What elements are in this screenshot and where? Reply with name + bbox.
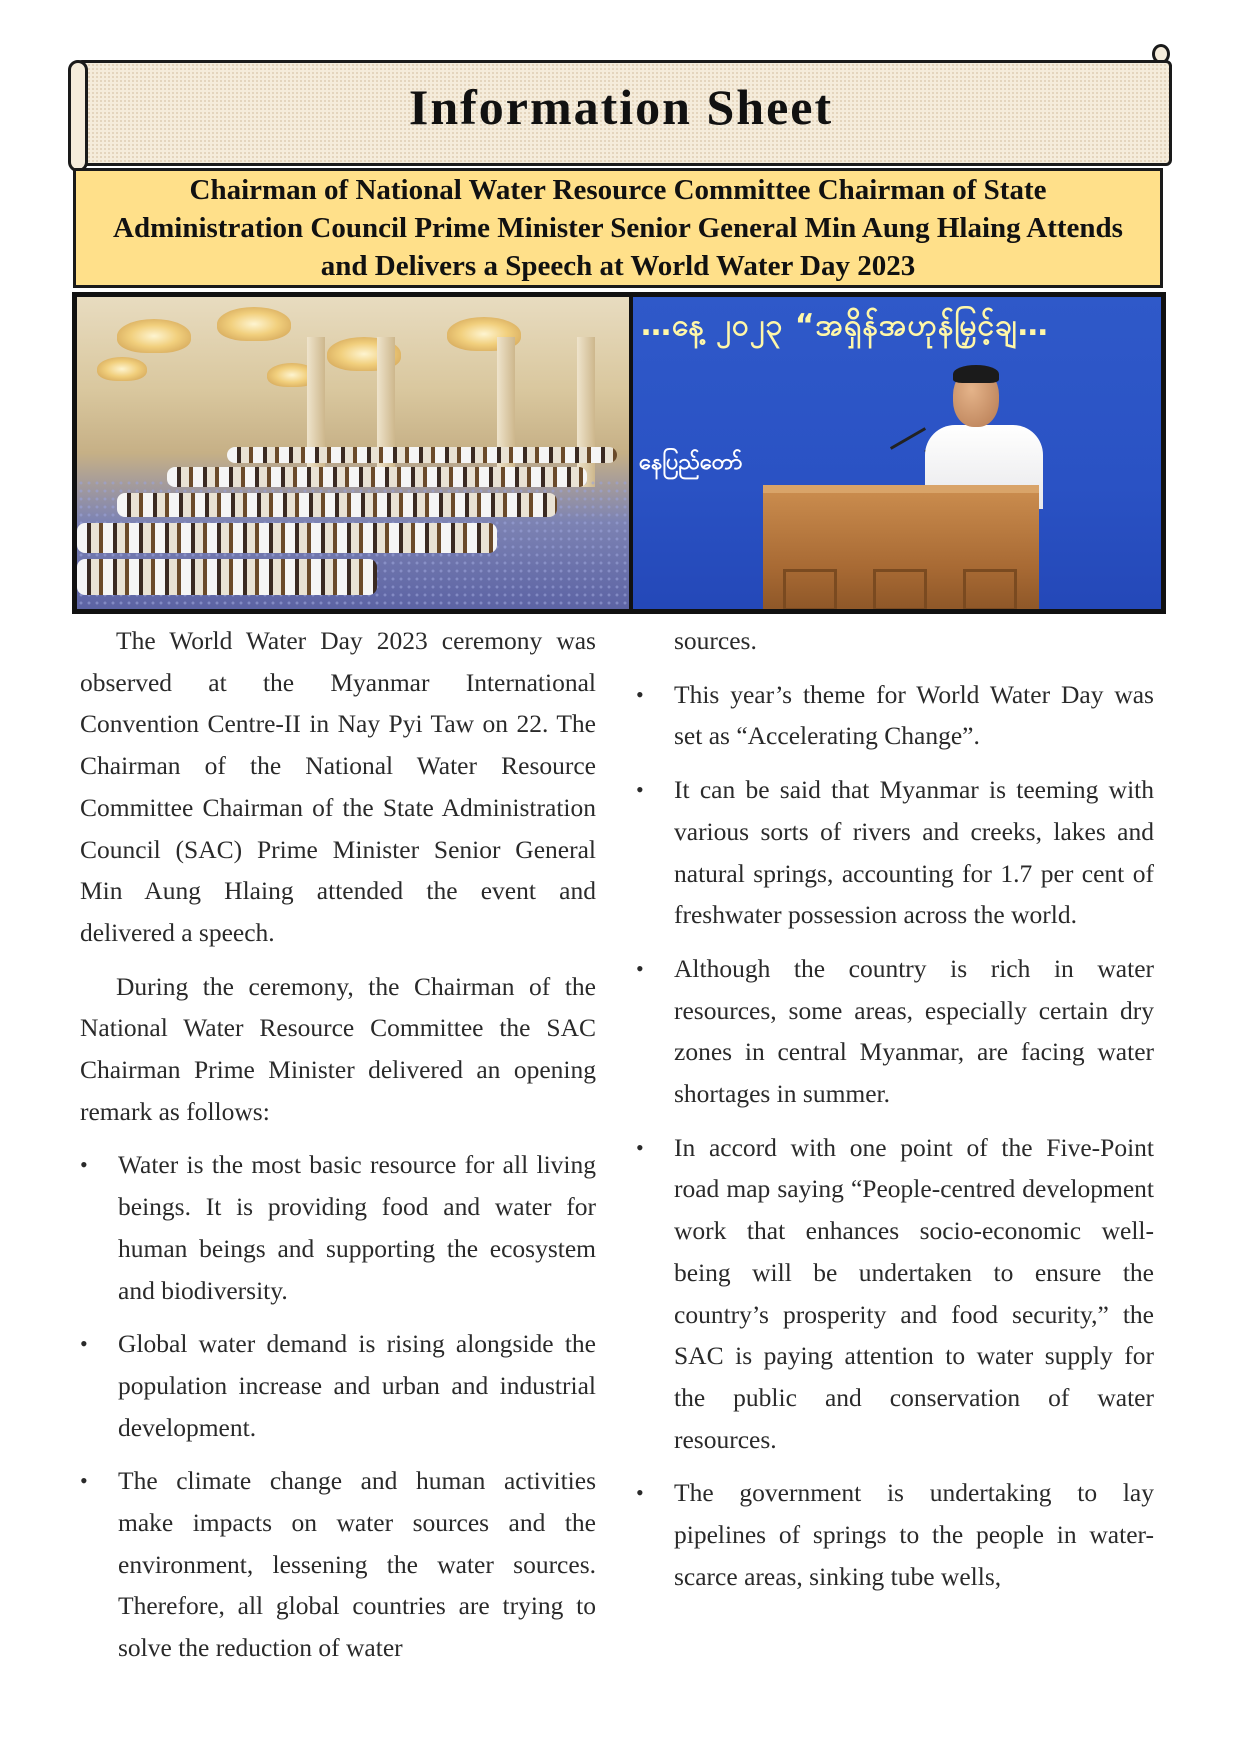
list-item: • In accord with one point of the Five-Point road map saying “People-centred development work that enhances socio-economic well-being will be undertaken to ensure the country’s prosperity and food security,” the SAC is paying attention to water supply for the public and conservation of water resources. [636, 1127, 1154, 1461]
list-item: • It can be said that Myanmar is teeming with various sorts of rivers and creeks, lakes and natural springs, accounting for 1.7 per cent of freshwater possession across the world. [636, 769, 1154, 936]
ceremony-paragraph: During the ceremony, the Chairman of the National Water Resource Committee the SAC Chairman Prime Minister delivered an opening remark as follows: [80, 971, 596, 1126]
podium [763, 485, 1039, 609]
left-column [80, 620, 596, 1681]
speaker-at-podium-photo [633, 297, 1161, 609]
bullet-icon: • [636, 955, 644, 981]
list-item: • Water is the most basic resource for all living beings. It is providing food and water for human beings and supporting the ecosystem and biodiversity. [80, 1144, 596, 1311]
remarks-list-left [80, 1144, 596, 1668]
headline: Chairman of National Water Resource Committee Chairman of State Administration Council Prime Minister Senior General Min Aung Hlaing Attends and Delivers a Speech at World Water Day 2023 [113, 174, 1123, 282]
bullet-icon: • [636, 1480, 644, 1506]
audience-row [227, 447, 617, 463]
page-title: Information Sheet [408, 79, 834, 135]
audience-row [77, 559, 377, 595]
bullet-icon: • [636, 777, 644, 803]
podium-panel [963, 569, 1017, 609]
pillar [307, 337, 325, 487]
bullet-icon: • [80, 1152, 88, 1178]
pillar [377, 337, 395, 487]
podium-panel [783, 569, 837, 609]
bullet-icon: • [636, 681, 644, 707]
backdrop-location-text: နေပြည်တော် [639, 450, 743, 475]
bullet-icon: • [80, 1468, 88, 1494]
list-item: • The government is undertaking to lay pipelines of springs to the people in water-scarce areas, sinking tube wells, [636, 1472, 1154, 1597]
right-column [636, 620, 1154, 1609]
list-item: • The climate change and human activities make impacts on water sources and the environment, lessening the water sources. Therefore, all global countries are trying to solve the reduction of water [80, 1460, 596, 1669]
audience-row [167, 467, 587, 487]
list-item: • Global water demand is rising alongside the population increase and urban and industrial development. [80, 1323, 596, 1448]
headline-box [73, 168, 1163, 288]
bullet-icon: • [636, 1134, 644, 1160]
speaker-hair [953, 365, 999, 383]
chandelier-icon [217, 307, 291, 341]
pillar [577, 337, 595, 487]
list-item: • Although the country is rich in water resources, some areas, especially certain dry zones in central Myanmar, are facing water shortages in summer. [636, 948, 1154, 1115]
pillar [497, 337, 515, 487]
podium-panel [873, 569, 927, 609]
chandelier-icon [117, 319, 191, 353]
photo-strip [72, 292, 1166, 614]
audience-row [117, 493, 557, 517]
chandelier-icon [97, 357, 147, 381]
bullet-icon: • [80, 1331, 88, 1357]
microphone-icon [890, 427, 926, 450]
audience-row [77, 523, 497, 553]
conference-hall-photo [77, 297, 629, 609]
continued-text: sources. [674, 626, 757, 655]
backdrop-banner-text: …နေ့ ၂၀၂၃ “အရှိန်အဟုန်မြှင့်ချ… [641, 308, 1049, 343]
remarks-list-right [636, 674, 1154, 1598]
intro-paragraph: The World Water Day 2023 ceremony was observed at the Myanmar International Convention Centre-II in Nay Pyi Taw on 22. The Chairman of the National Water Resource Committee Chairman of the State Administration Council (SAC) Prime Minister Senior General Min Aung Hlaing attended the event and delivered a speech. [80, 626, 596, 947]
list-item: • This year’s theme for World Water Day was set as “Accelerating Change”. [636, 674, 1154, 757]
